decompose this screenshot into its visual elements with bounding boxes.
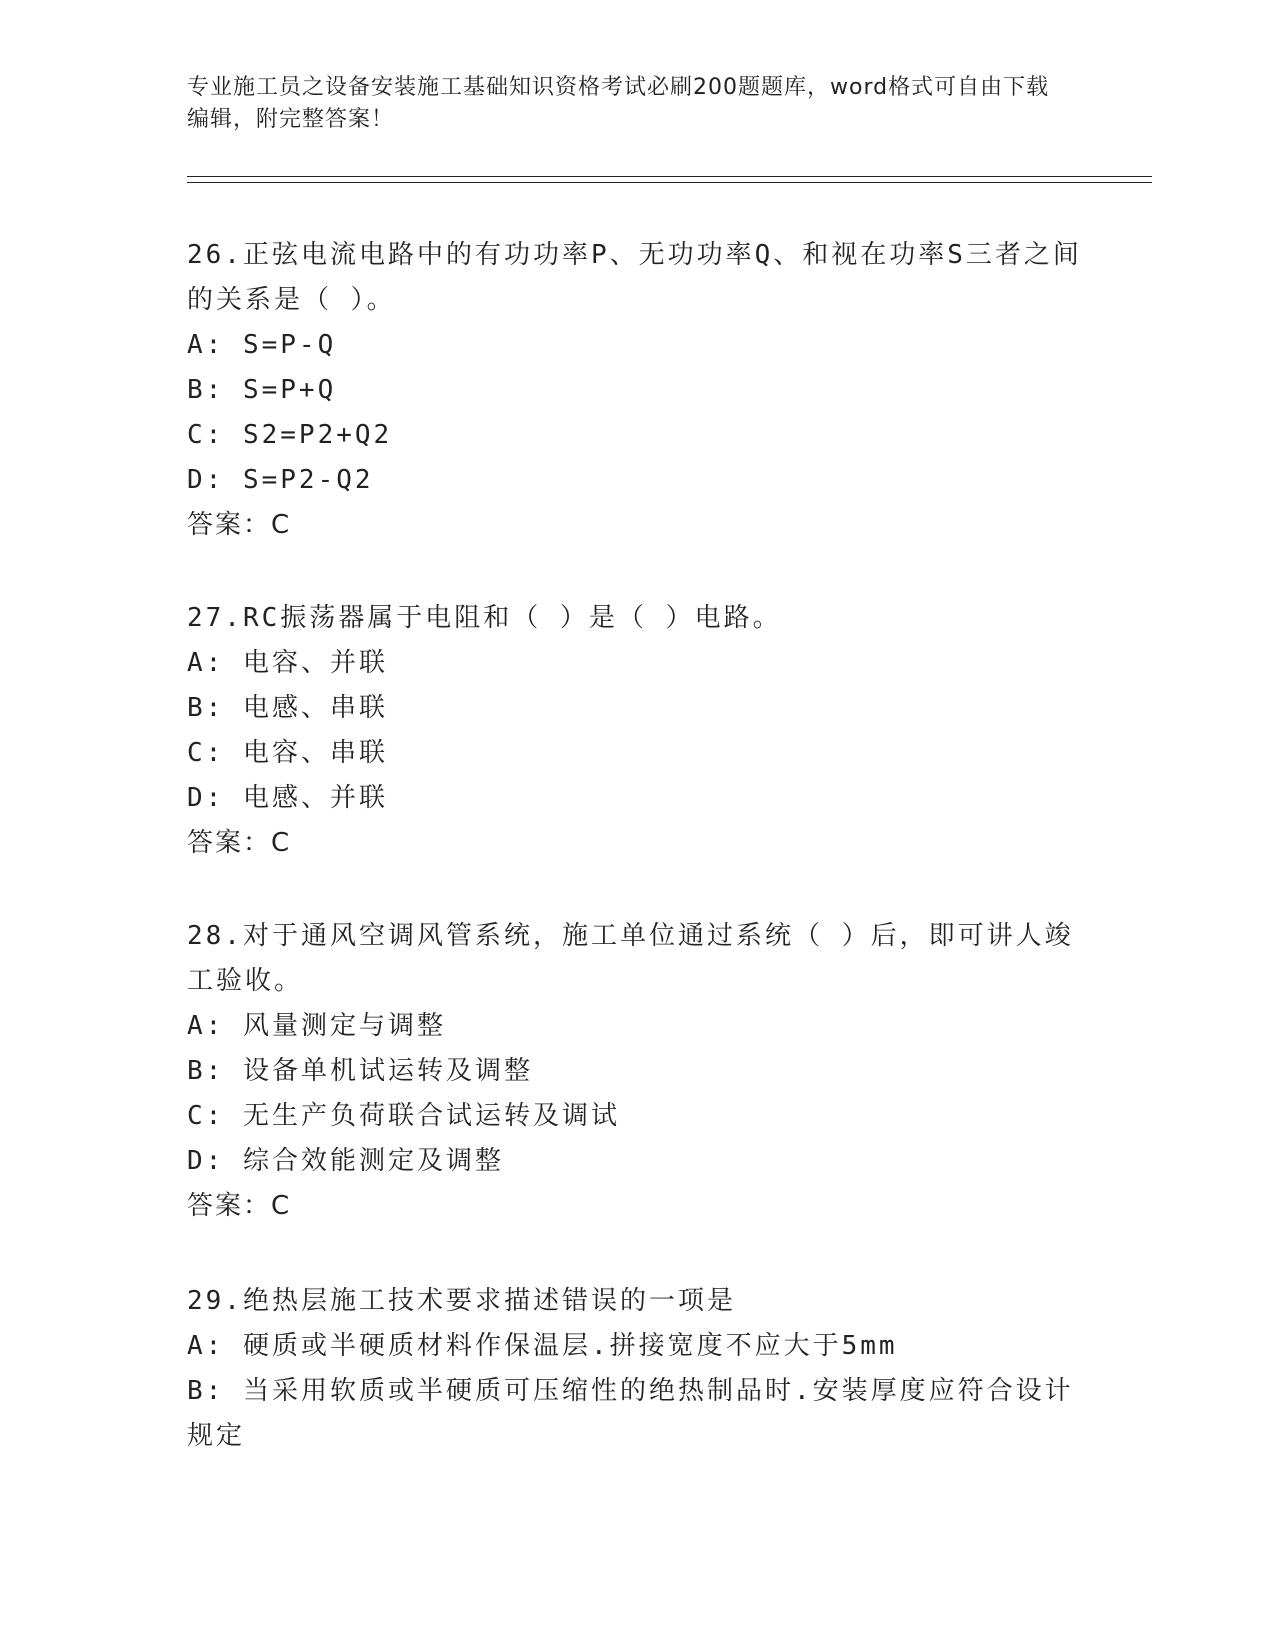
option-b: B: 电感、串联	[187, 693, 388, 723]
answer: 答案：C	[187, 510, 292, 540]
option-b: B: S=P+Q	[187, 375, 337, 405]
question-28	[187, 914, 1087, 1229]
option-c: C: 电容、串联	[187, 738, 388, 768]
question-text: 28.对于通风空调风管系统，施工单位通过系统（ ）后，即可讲人竣工验收。	[187, 921, 1074, 996]
question-text: 27.RC振荡器属于电阻和（ ）是（ ）电路。	[187, 603, 782, 633]
option-a: A: 电容、并联	[187, 648, 388, 678]
answer: 答案：C	[187, 1191, 292, 1221]
option-c: C: 无生产负荷联合试运转及调试	[187, 1101, 620, 1131]
answer: 答案：C	[187, 828, 292, 858]
option-d: D: 电感、并联	[187, 783, 388, 813]
document-header: 专业施工员之设备安装施工基础知识资格考试必刷200题题库，word格式可自由下载编辑，附完整答案！	[187, 75, 1050, 132]
option-b: B: 设备单机试运转及调整	[187, 1056, 533, 1086]
question-27	[187, 596, 1087, 866]
option-b: B: 当采用软质或半硬质可压缩性的绝热制品时.安装厚度应符合设计规定	[187, 1376, 1074, 1451]
option-d: D: 综合效能测定及调整	[187, 1146, 504, 1176]
option-a: A: S=P-Q	[187, 330, 337, 360]
header-divider-bottom	[187, 182, 1152, 183]
option-c: C: S2=P2+Q2	[187, 420, 393, 450]
question-26	[187, 233, 1087, 548]
header-divider-top	[187, 176, 1152, 177]
question-text: 26.正弦电流电路中的有功功率P、无功功率Q、和视在功率S三者之间的关系是（ ）。	[187, 240, 1082, 315]
question-29	[187, 1279, 1087, 1459]
option-a: A: 风量测定与调整	[187, 1011, 446, 1041]
option-d: D: S=P2-Q2	[187, 465, 374, 495]
question-text: 29.绝热层施工技术要求描述错误的一项是	[187, 1286, 736, 1316]
option-a: A: 硬质或半硬质材料作保温层.拼接宽度不应大于5mm	[187, 1331, 898, 1361]
